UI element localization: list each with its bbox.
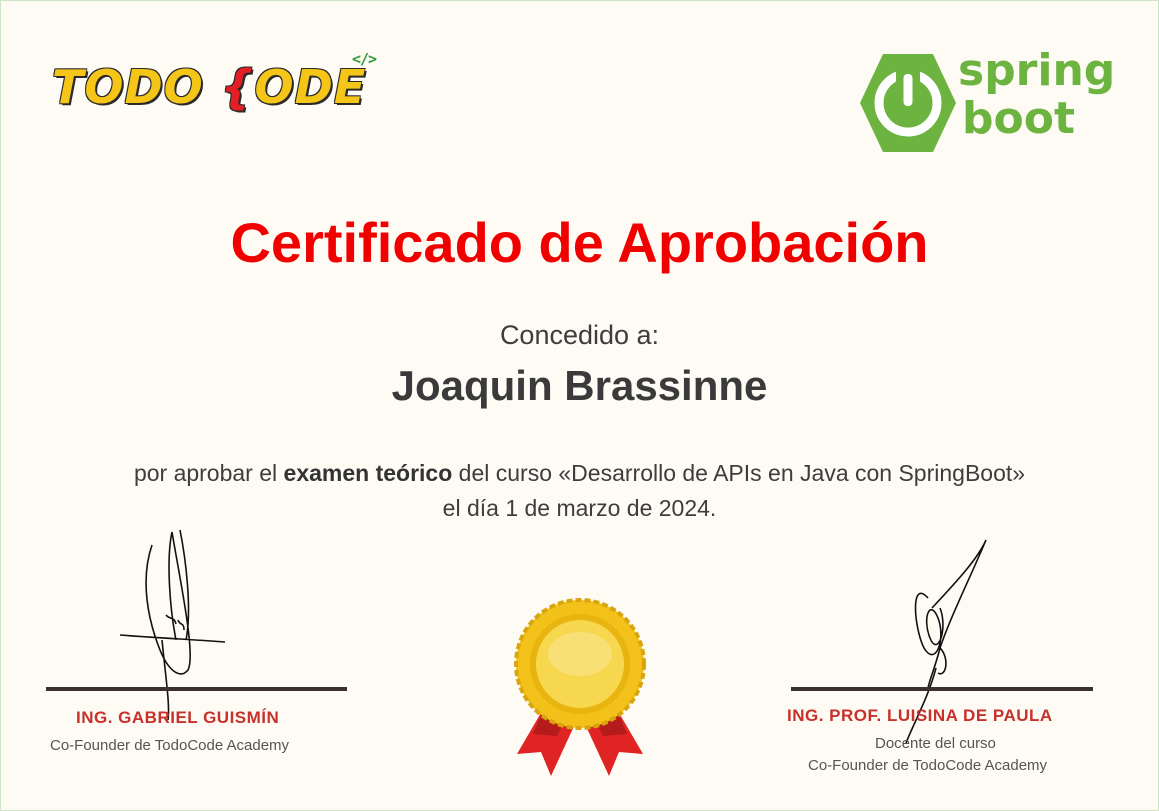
certificate-title: Certificado de Aprobación xyxy=(230,211,929,274)
right-signer-role-1: Docente del curso xyxy=(875,735,996,752)
spring-power-icon xyxy=(858,52,958,154)
certificate-body xyxy=(30,456,1129,526)
left-signature-line xyxy=(46,687,347,691)
left-signature-scribble xyxy=(110,520,240,730)
body-text-bold: examen teórico xyxy=(283,460,453,486)
right-signature-line xyxy=(791,687,1093,691)
left-signer-role: Co-Founder de TodoCode Academy xyxy=(50,737,290,754)
todocode-logo-part2: ODE xyxy=(254,60,367,114)
spring-logo-line2: boot xyxy=(962,93,1075,144)
award-medal-icon xyxy=(505,596,655,786)
spring-logo-line1: spring xyxy=(958,45,1116,96)
body-text-date: el día 1 de marzo de 2024. xyxy=(442,495,717,521)
granted-label: Concedido a: xyxy=(499,320,660,350)
code-tag-icon: </> xyxy=(352,50,377,68)
spring-boot-logo xyxy=(958,47,1148,143)
body-text-course: del curso «Desarrollo de APIs en Java con SpringBoot» xyxy=(452,460,1026,486)
right-signer-role-2: Co-Founder de TodoCode Academy xyxy=(808,757,1048,774)
right-signer-name: ING. PROF. LUISINA DE PAULA xyxy=(787,706,1053,725)
todocode-logo-brace: { xyxy=(220,60,255,114)
left-signer-name: ING. GABRIEL GUISMÍN xyxy=(76,708,280,727)
body-text-start: por aprobar el xyxy=(133,460,284,486)
todocode-logo xyxy=(52,60,366,114)
todocode-logo-part1: TODO xyxy=(52,60,221,114)
recipient-name: Joaquin Brassinne xyxy=(391,362,768,409)
